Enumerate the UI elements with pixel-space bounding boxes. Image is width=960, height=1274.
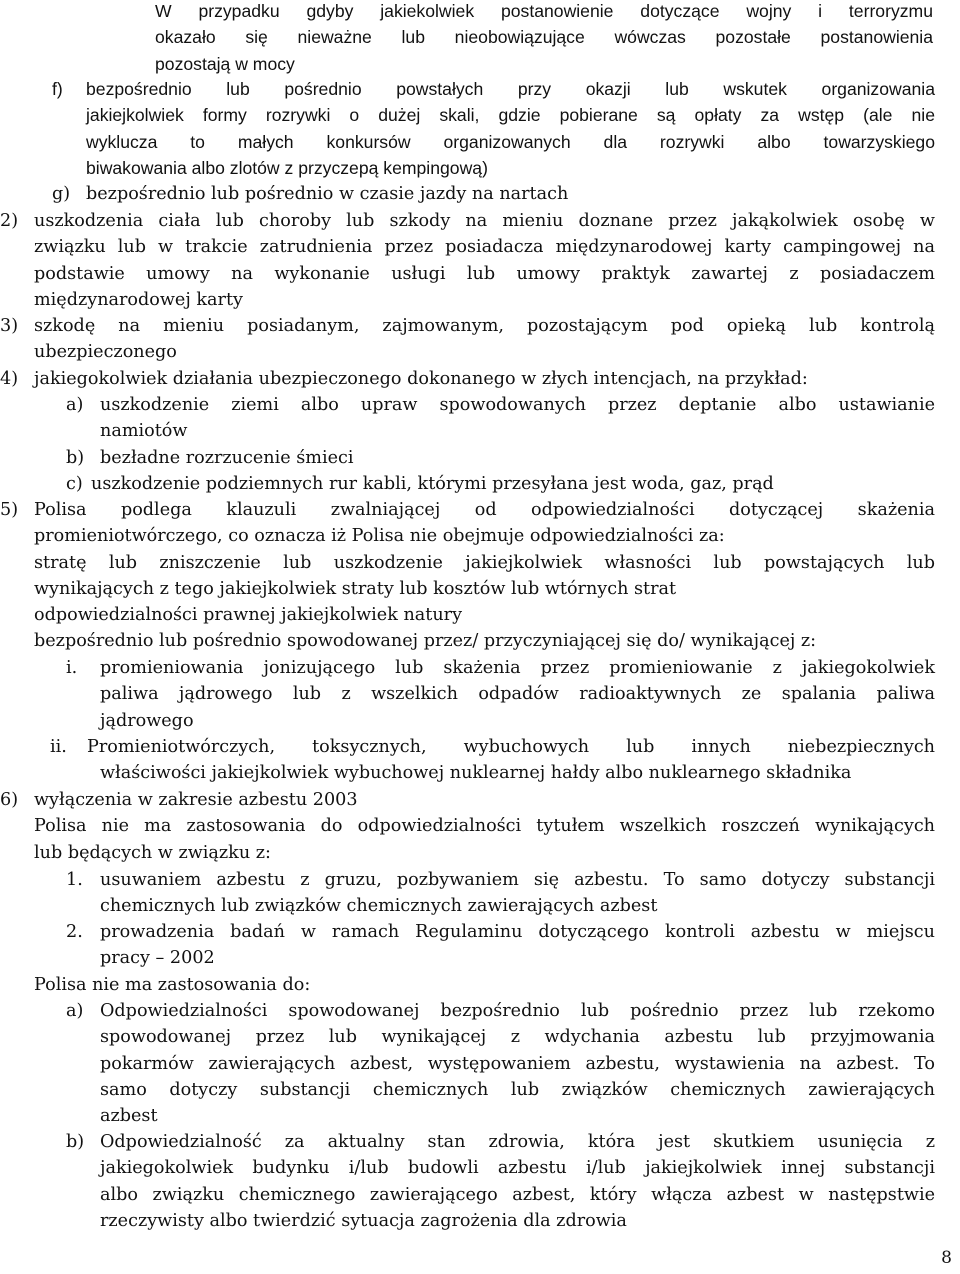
text-line: promieniotwórczego, co oznacza iż Polisa nie obejmuje odpowiedzialności za: [34,526,725,547]
text-line: pracy – 2002 [100,948,215,969]
text-line: stratę lub zniszczenie lub uszkodzenie jakiejkolwiek własności lub powstających lub [34,552,935,573]
text-line: prowadzenia badań w ramach Regulaminu dotyczącego kontroli azbestu w miejscu [100,922,935,942]
text-line: Promieniotwórczych, toksycznych, wybuchowych lub innych niebezpiecznych [87,737,935,757]
text-line: okazało się nieważne lub nieobowiązujące wówczas pozostałe postanowienia [155,27,933,48]
text-line: W przypadku gdyby jakiekolwiek postanowienie dotyczące wojny i terroryzmu [155,1,933,21]
text-line: związku lub w trakcie zatrudnienia przez posiadacza międzynarodowej karty campingowej na [34,237,935,258]
list-marker: i. [66,658,78,678]
page-number: 8 [941,1248,952,1268]
list-marker: c) [66,474,83,494]
list-marker: 4) [0,369,19,389]
text-line: spowodowanej przez lub wynikającej z wdychania azbestu lub przyjmowania [100,1027,935,1048]
text-line: albo związku chemicznego zawierającego azbest, który włącza azbest w następstwie [100,1184,935,1205]
text-line: promieniowania jonizującego lub skażenia przez promieniowanie z jakiegokolwiek [100,658,935,678]
text-line: uszkodzenia ciała lub choroby lub szkody na mieniu doznane przez jakąkolwiek osobę w [34,211,935,231]
list-marker: b) [66,448,85,468]
text-line: biwakowania albo zlotów z przyczepą kempingową) [86,157,488,178]
text-line: chemicznych lub związków chemicznych zawierających azbest [100,896,658,917]
list-marker: 5) [0,500,19,520]
text-line: bezładne rozrzucenie śmieci [100,448,354,468]
text-line: namiotów [100,421,188,442]
text-line: azbest [100,1106,158,1127]
list-marker: 6) [0,790,19,810]
text-line: podstawie umowy na wykonanie usługi lub umowy praktyk zawartej z posiadaczem [34,263,935,284]
text-line: uszkodzenie podziemnych rur kabli, którymi przesyłana jest woda, gaz, prąd [91,474,774,494]
text-line: wynikających z tego jakiejkolwiek straty lub kosztów lub wtórnych strat [34,578,677,599]
text-line: pozostają w mocy [155,53,295,74]
text-line: ubezpieczonego [34,342,177,363]
text-line: bezpośrednio lub pośrednio w czasie jazdy na nartach [86,184,569,204]
text-line: Polisa nie ma zastosowania do: [34,975,311,995]
list-marker: f) [52,79,63,99]
text-line: szkodę na mieniu posiadanym, zajmowanym, pozostającym pod opieką lub kontrolą [34,316,935,336]
text-line: samo dotyczy substancji chemicznych lub związków chemicznych zawierających [100,1079,935,1100]
list-marker: 2) [0,211,19,231]
text-line: lub będących w związku z: [34,842,271,863]
text-line: bezpośrednio lub pośrednio powstałych przy okazji lub wskutek organizowania [86,79,935,99]
list-marker: b) [66,1132,85,1152]
text-line: uszkodzenie ziemi albo upraw spowodowanych przez deptanie albo ustawianie [100,395,935,415]
list-marker: 3) [0,316,19,336]
text-line: Odpowiedzialność za aktualny stan zdrowia, która jest skutkiem usunięcia z [100,1132,935,1152]
text-line: bezpośrednio lub pośrednio spowodowanej przez/ przyczyniającej się do/ wynikającej z: [34,631,817,652]
text-line: wyłączenia w zakresie azbestu 2003 [34,790,358,810]
text-line: Polisa nie ma zastosowania do odpowiedzialności tytułem wszelkich roszczeń wynikających [34,816,935,837]
text-line: jakiegokolwiek działania ubezpieczonego dokonanego w złych intencjach, na przykład: [34,369,808,389]
text-line: Odpowiedzialności spowodowanej bezpośrednio lub pośrednio przez lub rzekomo [100,1001,935,1021]
list-marker: 1. [66,870,83,890]
list-marker: 2. [66,922,83,942]
text-line: jakiegokolwiek budynku i/lub budowli azbestu i/lub jakiejkolwiek innej substancji [100,1158,935,1179]
text-line: usuwaniem azbestu z gruzu, pozbywaniem się azbestu. To samo dotyczy substancji [100,870,935,890]
list-marker: a) [66,1001,84,1021]
text-line: paliwa jądrowego lub z wszelkich odpadów radioaktywnych ze spalania paliwa [100,684,935,705]
text-line: Polisa podlega klauzuli zwalniającej od odpowiedzialności dotyczącej skażenia [34,500,935,520]
text-line: wyklucza to małych konkursów organizowanych dla rozrywki albo towarzyskiego [86,131,935,152]
text-line: jakiejkolwiek formy rozrywki o dużej skali, gdzie pobierane są opłaty za wstęp (ale nie [86,105,935,126]
list-marker: ii. [50,737,67,757]
text-line: pokarmów zawierających azbest, występowaniem azbestu, wystawienia na azbest. To [100,1053,935,1074]
list-marker: g) [52,184,71,204]
list-marker: a) [66,395,84,415]
text-line: właściwości jakiejkolwiek wybuchowej nuklearnej hałdy albo nuklearnego składnika [100,763,852,783]
war-clause-paragraph [155,0,933,77]
text-line: rzeczywisty albo twierdzić sytuacja zagrożenia dla zdrowia [100,1210,627,1231]
text-line: jądrowego [100,710,194,731]
text-line: odpowiedzialności prawnej jakiejkolwiek natury [34,605,463,626]
text-line: międzynarodowej karty [34,289,243,310]
